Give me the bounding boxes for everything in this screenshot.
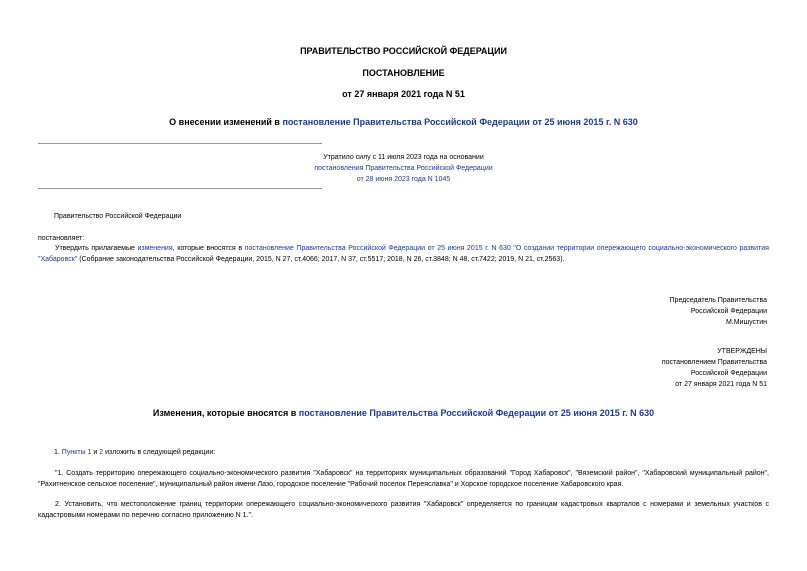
approved-line2: постановлением Правительства	[661, 359, 767, 366]
note-bottom-rule	[38, 188, 322, 189]
signature-block	[670, 295, 767, 328]
changes-title	[0, 408, 807, 418]
approved-line1: УТВЕРЖДЕНЫ	[717, 348, 767, 355]
document-date-number: от 27 января 2021 года N 51	[342, 89, 465, 99]
approved-block	[662, 346, 767, 390]
document-title	[0, 117, 807, 127]
quote-paragraph-2: 2. Установить, что местоположение границ территории опережающего социально-экономического развития "Хабаровск" определяется по границам кадастровых кварталов с номерами и земельных участков с кадастровыми номерами по перечню согласно приложению N 1.".	[38, 501, 769, 519]
approve-paragraph	[38, 243, 769, 265]
resolution-630-link[interactable]: постановление Правительства Российской Федерации от 25 июня 2015 г. N 630 "О создании территории опережающего социально-экономического развития "Хабаровск"	[38, 245, 769, 263]
changes-link[interactable]: изменения	[137, 245, 173, 252]
quote-paragraph-1: "1. Создать территорию опережающего социально-экономического развития "Хабаровск" на территориях муниципальных образований "Город Хабаровск", "Вяземский район", "Хабаровский муниципальный район", "Рахитненское сельское поселение", муниципальный район имени Лазо, городское поселение "Рабочий поселок Переяславка" и Хорское городское поселение Хабаровского края.	[38, 470, 769, 488]
approved-line4: от 27 января 2021 года N 51	[675, 381, 767, 388]
signature-line3: М.Мишустин	[725, 319, 767, 326]
approve-text-1: Утвердить прилагаемые	[55, 245, 138, 252]
document-type: ПОСТАНОВЛЕНИЕ	[362, 68, 445, 78]
approve-text-2: , которые вносятся в	[172, 245, 245, 252]
points-1-link[interactable]: Пункты 1	[61, 449, 92, 456]
signature-line2: Российской Федерации	[690, 308, 767, 315]
decides-line: постановляет:	[38, 235, 85, 242]
point-2-link[interactable]: 2	[99, 449, 104, 456]
approve-text-3: (Собрание законодательства Российской Федерации, 2015, N 27, ст.4066; 2017, N 37, ст.5517; 2018, N 26, ст.3848; N 48, ст.7422; 2019, N 21, ст.2563).	[77, 256, 565, 263]
status-note	[0, 152, 807, 185]
item-1	[54, 447, 215, 458]
status-note-link2[interactable]: от 28 июня 2023 года N 1045	[356, 176, 451, 183]
status-note-link1[interactable]: постановления Правительства Российской Федерации	[314, 165, 493, 172]
item-1-number: 1.	[54, 449, 62, 456]
changes-title-prefix: Изменения, которые вносятся в	[152, 408, 299, 418]
changes-title-link[interactable]: постановление Правительства Российской Федерации от 25 июня 2015 г. N 630	[298, 408, 655, 418]
title-link[interactable]: постановление Правительства Российской Федерации от 25 июня 2015 г. N 630	[282, 117, 638, 127]
status-note-line1: Утратило силу с 11 июля 2023 года на основании	[323, 154, 484, 161]
approved-line3: Российской Федерации	[690, 370, 767, 377]
item-1-rest: изложить в следующей редакции:	[103, 449, 216, 456]
item-1-and: и	[91, 449, 100, 456]
government-heading: ПРАВИТЕЛЬСТВО РОССИЙСКОЙ ФЕДЕРАЦИИ	[300, 46, 507, 56]
note-top-rule	[38, 143, 322, 144]
government-line: Правительство Российской Федерации	[54, 213, 182, 220]
signature-line1: Председатель Правительства	[669, 297, 767, 304]
document-title-prefix: О внесении изменений в	[169, 117, 283, 127]
